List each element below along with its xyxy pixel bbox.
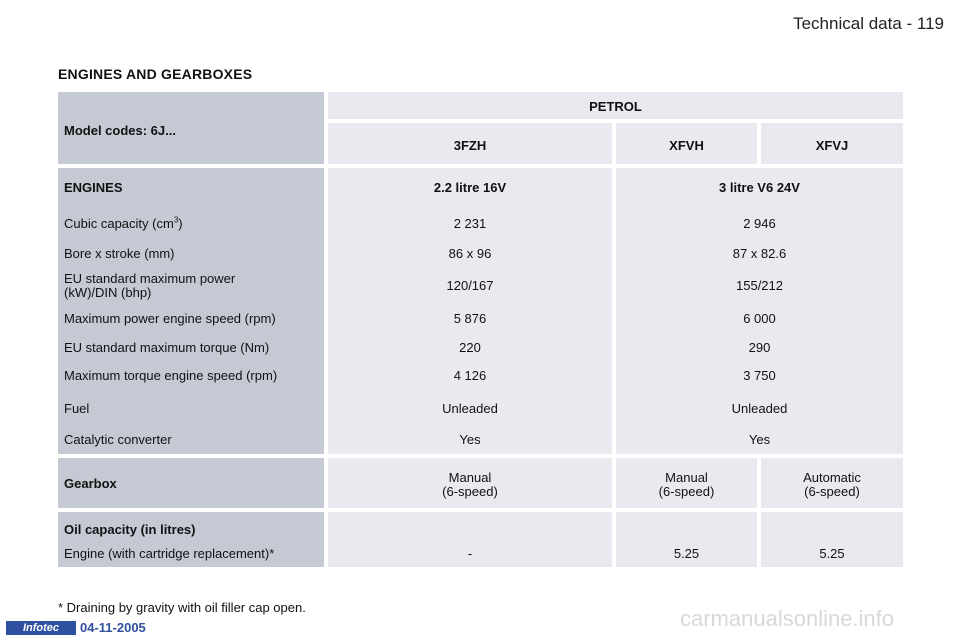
row-label-bore-stroke: Bore x stroke (mm)	[64, 246, 175, 261]
engine-b-heading: 3 litre V6 24V	[719, 180, 800, 195]
engine-a-cubic: 2 231	[453, 216, 487, 231]
gearbox-value-1-line2: (6-speed)	[442, 484, 498, 499]
oil-label: Engine (with cartridge replacement)*	[64, 546, 275, 561]
oil-value-3: 5.25	[819, 546, 845, 561]
row-label-catalytic: Catalytic converter	[64, 432, 172, 447]
fuel-group-label: PETROL	[589, 99, 642, 114]
row-label-max-power-1: EU standard maximum power	[64, 271, 236, 286]
fuel-group-cell	[328, 92, 903, 119]
row-label-max-torque: EU standard maximum torque (Nm)	[64, 340, 270, 355]
oil-cell-2	[616, 512, 757, 567]
engine-a-catalytic: Yes	[459, 432, 481, 447]
code-cell-3	[761, 123, 903, 164]
code-label-1: 3FZH	[453, 138, 487, 153]
infotec-badge: Infotec	[6, 621, 76, 635]
code-label-3: XFVJ	[815, 138, 849, 153]
section-title: ENGINES AND GEARBOXES	[58, 66, 253, 82]
oil-label-cell	[58, 512, 324, 567]
gearbox-value-1-line1: Manual	[448, 470, 492, 485]
engines-heading: ENGINES	[64, 180, 123, 195]
engine-b-cubic: 2 946	[743, 216, 776, 231]
row-label-cubic-capacity: Cubic capacity $(cm^3)$	[64, 215, 183, 231]
page-header: Technical data - 119	[793, 14, 944, 33]
engine-a-power-speed: 5 876	[453, 311, 487, 326]
row-label-fuel: Fuel	[64, 401, 90, 416]
gearbox-value-2-line1: Manual	[665, 470, 708, 485]
oil-cell-1	[328, 512, 612, 567]
row-label-power-speed: Maximum power engine speed (rpm)	[64, 311, 276, 326]
engine-b-torque-speed: 3 750	[743, 368, 776, 383]
oil-cell-3	[761, 512, 903, 567]
oil-heading: Oil capacity (in litres)	[64, 522, 196, 537]
code-label-2: XFVH	[669, 138, 704, 153]
engine-b-catalytic: Yes	[748, 432, 771, 447]
footer-date: 04-11-2005	[80, 620, 146, 635]
model-codes-cell	[58, 92, 324, 164]
engine-b-power-speed: 6 000	[743, 311, 776, 326]
gearbox-value-2-line2: (6-speed)	[658, 484, 715, 499]
gearbox-value-3-line2: (6-speed)	[804, 484, 860, 499]
gearbox-cell-3	[761, 458, 903, 508]
engine-a-heading: 2.2 litre 16V	[433, 180, 507, 195]
row-label-max-power-2: (kW)/DIN (bhp)	[64, 285, 152, 300]
code-cell-2	[616, 123, 757, 164]
engine-a-fuel: Unleaded	[442, 401, 498, 416]
engine-a-torque: 220	[459, 340, 481, 355]
gearbox-label-cell	[58, 458, 324, 508]
engine-a-torque-speed: 4 126	[453, 368, 487, 383]
engine-b-fuel: Unleaded	[731, 401, 788, 416]
gearbox-label: Gearbox	[64, 476, 117, 491]
oil-value-2: 5.25	[673, 546, 700, 561]
engine-b-torque: 290	[748, 340, 771, 355]
gearbox-cell-1	[328, 458, 612, 508]
model-codes-label: Model codes: 6J...	[64, 123, 176, 138]
row-label-torque-speed: Maximum torque engine speed (rpm)	[64, 368, 278, 383]
gearbox-value-3-line1: Automatic	[803, 470, 861, 485]
footnote: * Draining by gravity with oil filler cap open.	[58, 600, 306, 615]
oil-value-1: -	[467, 546, 473, 561]
engines-label-column	[58, 168, 324, 454]
code-cell-1	[328, 123, 612, 164]
engine-b-bore: 87 x 82.6	[732, 246, 787, 261]
engine-b-power: 155/212	[736, 278, 783, 293]
engine-a-power: 120/167	[446, 278, 494, 293]
engine-a-column	[328, 168, 612, 454]
engine-b-column	[616, 168, 903, 454]
engine-a-bore: 86 x 96	[448, 246, 492, 261]
gearbox-cell-2	[616, 458, 757, 508]
watermark: carmanualsonline.info	[680, 606, 895, 631]
